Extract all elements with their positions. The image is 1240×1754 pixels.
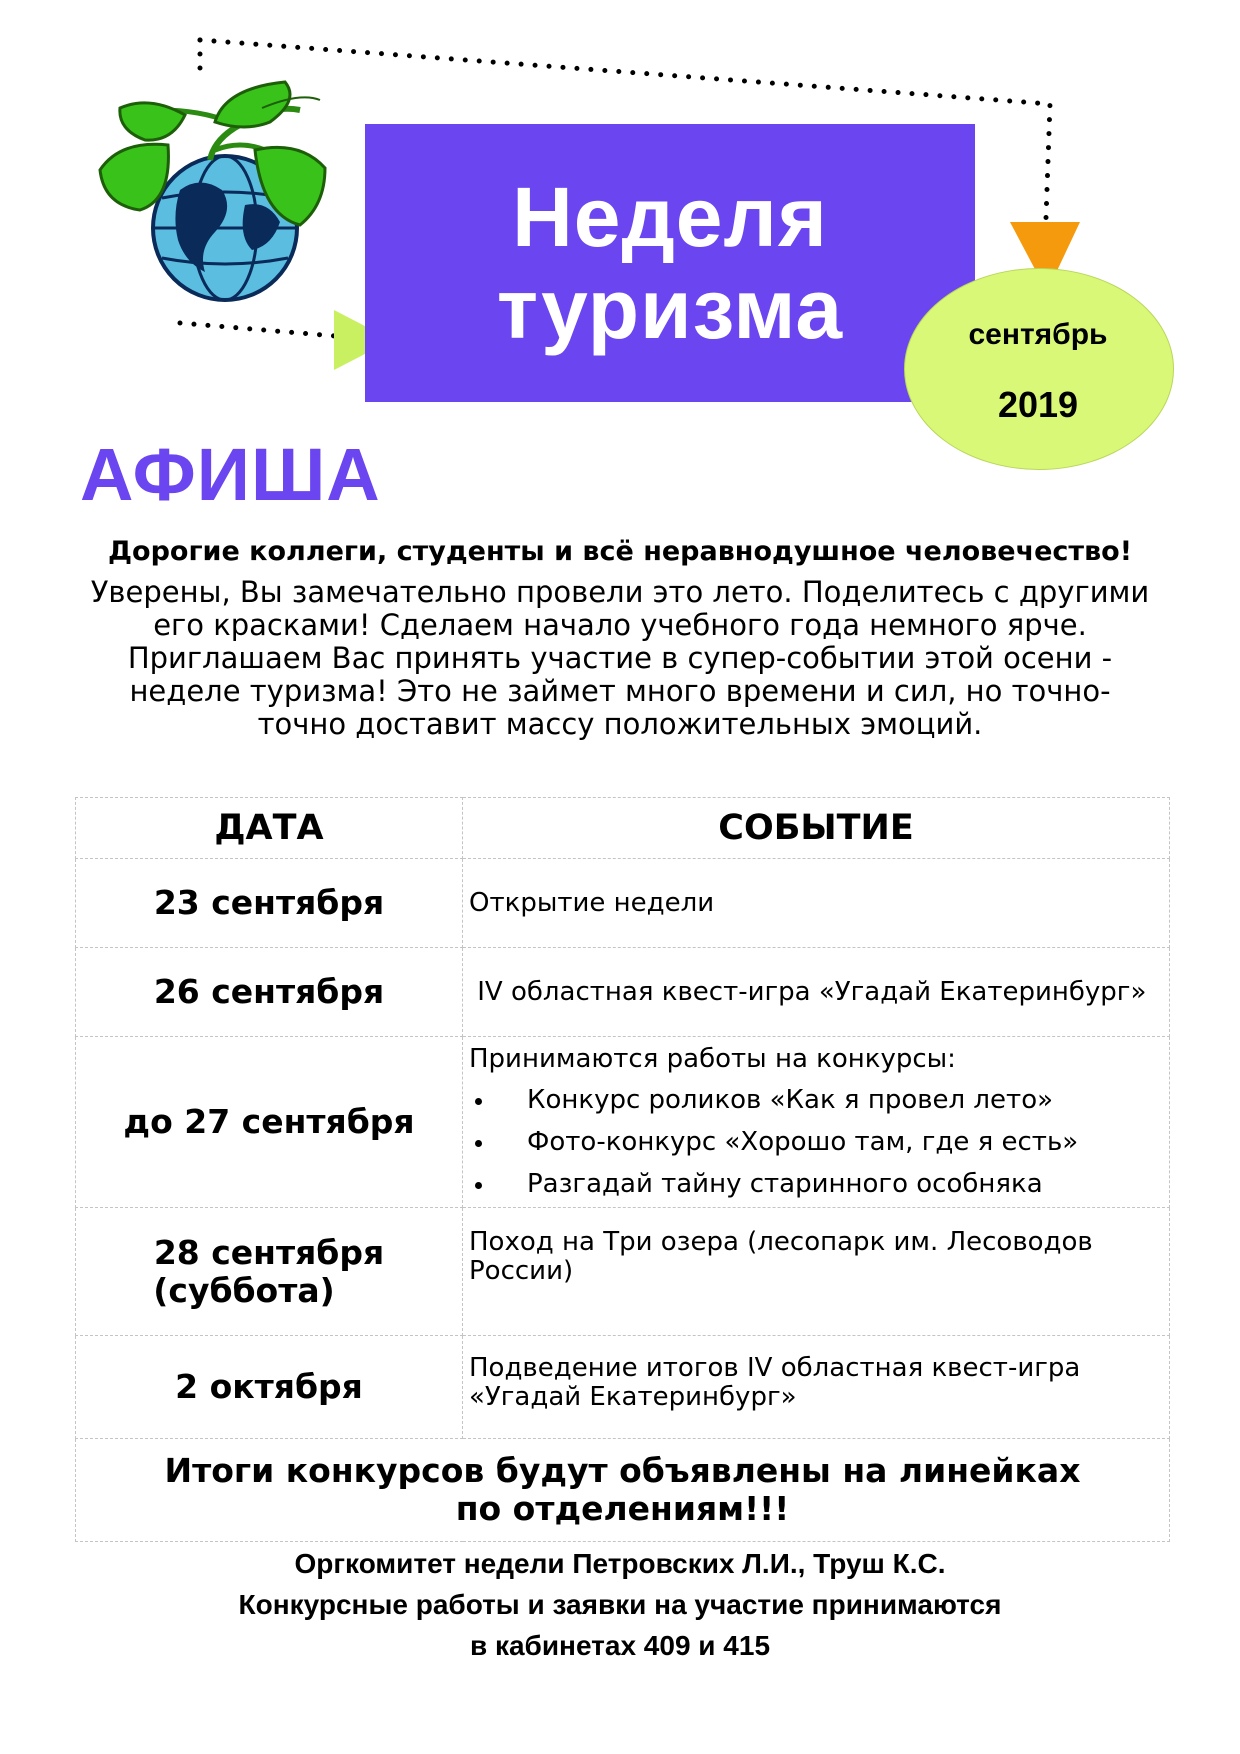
event-description: Поход на Три озера (лесопарк им. Лесоводов России)	[463, 1208, 1170, 1336]
event-date-sub: (суббота)	[153, 1270, 335, 1310]
dotted-frame-line-bottom	[180, 323, 335, 336]
event-date: 2 октября	[76, 1336, 463, 1439]
event-date: до 27 сентября	[76, 1037, 463, 1208]
table-row	[76, 1037, 1170, 1208]
table-row	[76, 1336, 1170, 1439]
table-row	[76, 1208, 1170, 1336]
title-banner	[365, 124, 975, 402]
table-row	[76, 859, 1170, 948]
list-item: Конкурс роликов «Как я провел лето»	[469, 1084, 1168, 1116]
results-note-text: Итоги конкурсов будут объявлены на линейках по отделениям!!!	[164, 1451, 1081, 1528]
submission-note: Конкурсные работы и заявки на участие принимаются	[238, 1589, 1002, 1620]
greeting-text: Дорогие коллеги, студенты и всё неравнодушное человечество!	[107, 536, 1133, 567]
title-line-2: туризма	[496, 262, 844, 356]
table-header-row	[76, 798, 1170, 859]
column-header-date: ДАТА	[76, 798, 463, 859]
contest-intro: Принимаются работы на конкурсы:	[469, 1043, 956, 1074]
list-item: Фото-конкурс «Хорошо там, где я есть»	[469, 1126, 1168, 1158]
event-description: Открытие недели	[463, 859, 1170, 948]
events-table	[75, 797, 1170, 1542]
list-item: Разгадай тайну старинного особняка	[469, 1168, 1168, 1200]
month-label: сентябрь	[968, 318, 1108, 351]
intro-paragraph: Уверены, Вы замечательно провели это лето. Поделитесь с другими его красками! Сделаем начало учебного года немного ярче. Приглашаем Вас принять участие в супер-событии этой осени - неделе туризма! Это не займет много времени и сил, но точно-точно доставит массу положительных эмоций.	[90, 575, 1150, 741]
title-line-1: Неделя	[512, 170, 828, 264]
contest-list	[469, 1084, 1168, 1200]
event-date: 26 сентября	[76, 948, 463, 1037]
year-label: 2019	[997, 384, 1079, 425]
event-date	[76, 1208, 463, 1336]
date-oval	[904, 268, 1174, 470]
table-row	[76, 948, 1170, 1037]
column-header-event: СОБЫТИЕ	[463, 798, 1170, 859]
event-description: IV областная квест-игра «Угадай Екатеринбург»	[463, 948, 1170, 1037]
results-note	[76, 1439, 1170, 1542]
event-date: 23 сентября	[76, 859, 463, 948]
event-description: Подведение итогов IV областная квест-игра «Угадай Екатеринбург»	[463, 1336, 1170, 1439]
event-date-main: 28 сентября	[153, 1232, 385, 1272]
room-info: в кабинетах 409 и 415	[469, 1630, 771, 1661]
globe-with-leaves-icon	[100, 82, 325, 300]
event-description	[463, 1037, 1170, 1208]
afisha-heading: АФИША	[80, 433, 381, 516]
table-footer-row	[76, 1439, 1170, 1542]
org-committee: Оргкомитет недели Петровских Л.И., Труш К.С.	[294, 1548, 946, 1579]
